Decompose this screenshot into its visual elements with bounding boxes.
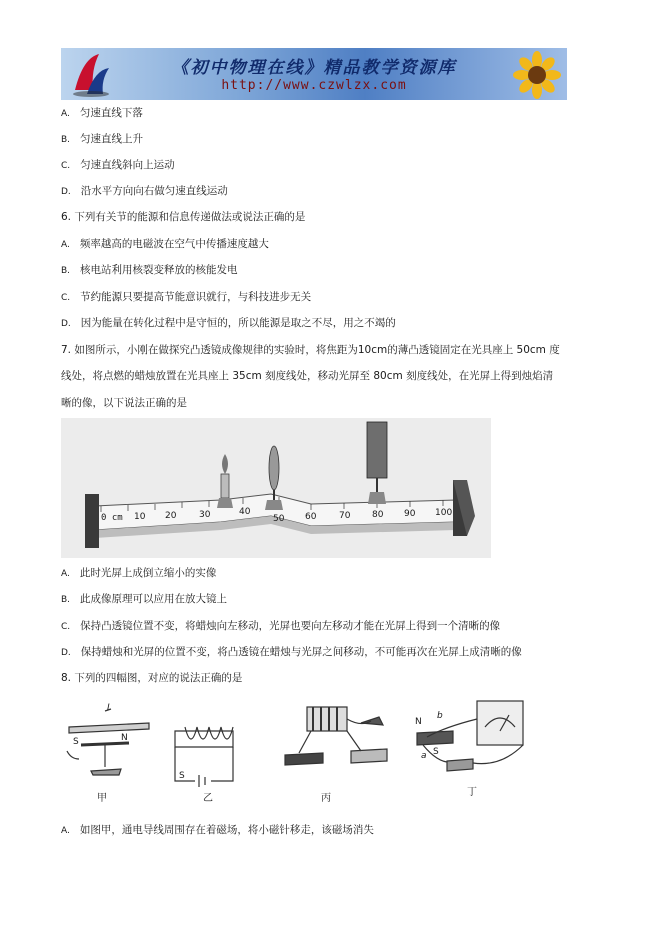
- q7-option-a[interactable]: A. 此时光屏上成倒立缩小的实像: [61, 567, 217, 579]
- optical-bench-figure: [61, 418, 491, 558]
- option-b[interactable]: B. 匀速直线上升: [61, 133, 144, 145]
- ruler-label-50: 50: [273, 514, 285, 524]
- fig-jia-label-S: S: [73, 737, 79, 747]
- ruler-label-60: 60: [305, 512, 317, 522]
- optical-bench-diagram: [61, 418, 491, 558]
- q7-stem-line-3: 晰的像，以下说法正确的是: [61, 397, 187, 409]
- fig-jia-label-N: N: [121, 733, 128, 743]
- q6-option-c[interactable]: C. 节约能源只要提高节能意识就行，与科技进步无关: [61, 291, 312, 303]
- four-figures: [61, 697, 539, 807]
- fig-jia-label-I: I: [107, 703, 110, 713]
- ruler-label-90: 90: [404, 509, 416, 519]
- header-banner: [61, 48, 567, 100]
- ruler-label-70: 70: [339, 511, 351, 521]
- ruler-label-0: 0 cm: [101, 513, 123, 523]
- sunflower-icon: [503, 50, 563, 100]
- ruler-label-20: 20: [165, 511, 177, 521]
- ruler-label-30: 30: [199, 510, 211, 520]
- fig-ding-label-b: b: [437, 711, 443, 721]
- q6-option-d[interactable]: D. 因为能量在转化过程中是守恒的，所以能源是取之不尽，用之不竭的: [61, 317, 396, 329]
- fig-ding-label-S: S: [433, 747, 439, 757]
- q6-stem: 6. 下列有关节的能源和信息传递做法或说法正确的是: [61, 211, 306, 223]
- q7-option-c[interactable]: C. 保持凸透镜位置不变，将蜡烛向左移动，光屏也要向左移动才能在光屏上得到一个清晰的像: [61, 620, 501, 632]
- option-c[interactable]: C. 匀速直线斜向上运动: [61, 159, 175, 171]
- q7-option-b[interactable]: B. 此成像原理可以应用在放大镜上: [61, 593, 228, 605]
- ruler-label-10: 10: [134, 512, 146, 522]
- fig-ding-label-N: N: [415, 717, 422, 727]
- ruler-label-100: 100: [435, 508, 453, 518]
- banner-title: 《初中物理在线》精品教学资源库: [171, 58, 457, 78]
- q7-stem-line-1: 7. 如图所示，小刚在做探究凸透镜成像规律的实验时，将焦距为10cm的薄凸透镜固定在光具座上 50cm 度: [61, 344, 560, 356]
- banner-url[interactable]: http://www.czwlzx.com: [221, 78, 407, 93]
- fig-yi-label-S: S: [179, 771, 185, 781]
- caption-ding: 丁: [467, 787, 477, 798]
- option-d[interactable]: D. 沿水平方向向右做匀速直线运动: [61, 185, 228, 197]
- option-a[interactable]: A. 匀速直线下落: [61, 107, 143, 119]
- q7-option-d[interactable]: D. 保持蜡烛和光屏的位置不变，将凸透镜在蜡烛与光屏之间移动，不可能再次在光屏上成清晰的像: [61, 646, 522, 658]
- q8-stem: 8. 下列的四幅图，对应的说法正确的是: [61, 672, 243, 684]
- q7-stem-line-2: 线处，将点燃的蜡烛放置在光具座上 35cm 刻度线处，移动光屏至 80cm 刻度线处，在光屏上得到烛焰清: [61, 370, 554, 382]
- q6-option-b[interactable]: B. 核电站利用核裂变释放的核能发电: [61, 264, 238, 276]
- ruler-label-40: 40: [239, 507, 251, 517]
- caption-jia: 甲: [97, 793, 107, 804]
- q8-option-a[interactable]: A. 如图甲，通电导线周围存在着磁场，将小磁针移走，该磁场消失: [61, 824, 374, 836]
- q6-option-a[interactable]: A. 频率越高的电磁波在空气中传播速度越大: [61, 238, 269, 250]
- ruler-label-80: 80: [372, 510, 384, 520]
- caption-yi: 乙: [203, 793, 213, 804]
- caption-bing: 丙: [321, 793, 331, 804]
- fig-ding-label-a: a: [421, 751, 427, 761]
